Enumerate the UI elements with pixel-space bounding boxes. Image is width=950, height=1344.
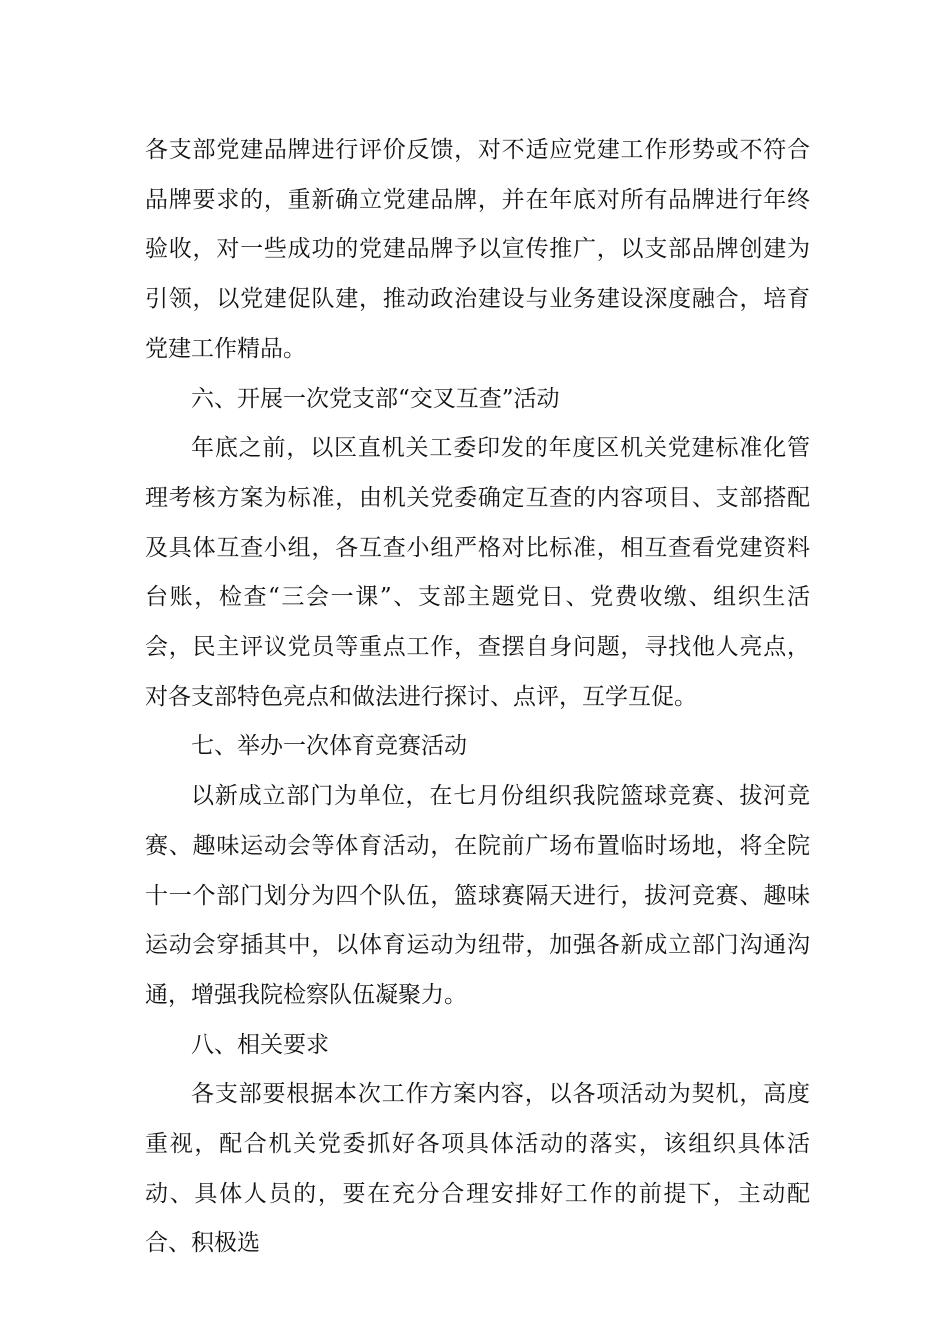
paragraph-requirements: 各支部要根据本次工作方案内容，以各项活动为契机，高度重视，配合机关党委抓好各项具体活动的落实，该组织具体活动、具体人员的，要在充分合理安排好工作的前提下，主动配合、积极选 (145, 1081, 810, 1257)
paragraph-brand-evaluation: 各支部党建品牌进行评价反馈，对不适应党建工作形势或不符合品牌要求的，重新确立党建品牌，并在年底对所有品牌进行年终验收，对一些成功的党建品牌予以宣传推广，以支部品牌创建为引领，以党建促队建，推动政治建设与业务建设深度融合，培育党建工作精品。 (145, 137, 810, 362)
heading-section-eight: 八、相关要求 (191, 1031, 329, 1058)
heading-section-seven: 七、举办一次体育竞赛活动 (191, 733, 467, 760)
paragraph-sports-competition: 以新成立部门为单位，在七月份组织我院篮球竞赛、拔河竞赛、趣味运动会等体育活动，在院前广场布置临时场地，将全院十一个部门划分为四个队伍，篮球赛隔天进行，拔河竞赛、趣味运动会穿插其中，以体育运动为纽带，加强各新成立部门沟通沟通，增强我院检察队伍凝聚力。 (145, 783, 810, 1008)
document-body (145, 126, 810, 1269)
paragraph-cross-inspection: 年底之前，以区直机关工委印发的年度区机关党建标准化管理考核方案为标准，由机关党委确定互查的内容项目、支部搭配及具体互查小组，各互查小组严格对比标准，相互查看党建资料台账，检查“三会一课”、支部主题党日、党费收缴、组织生活会，民主评议党员等重点工作，查摆自身问题，寻找他人亮点，对各支部特色亮点和做法进行探讨、点评，互学互促。 (145, 435, 810, 710)
heading-section-six: 六、开展一次党支部“交叉互查”活动 (191, 385, 560, 412)
